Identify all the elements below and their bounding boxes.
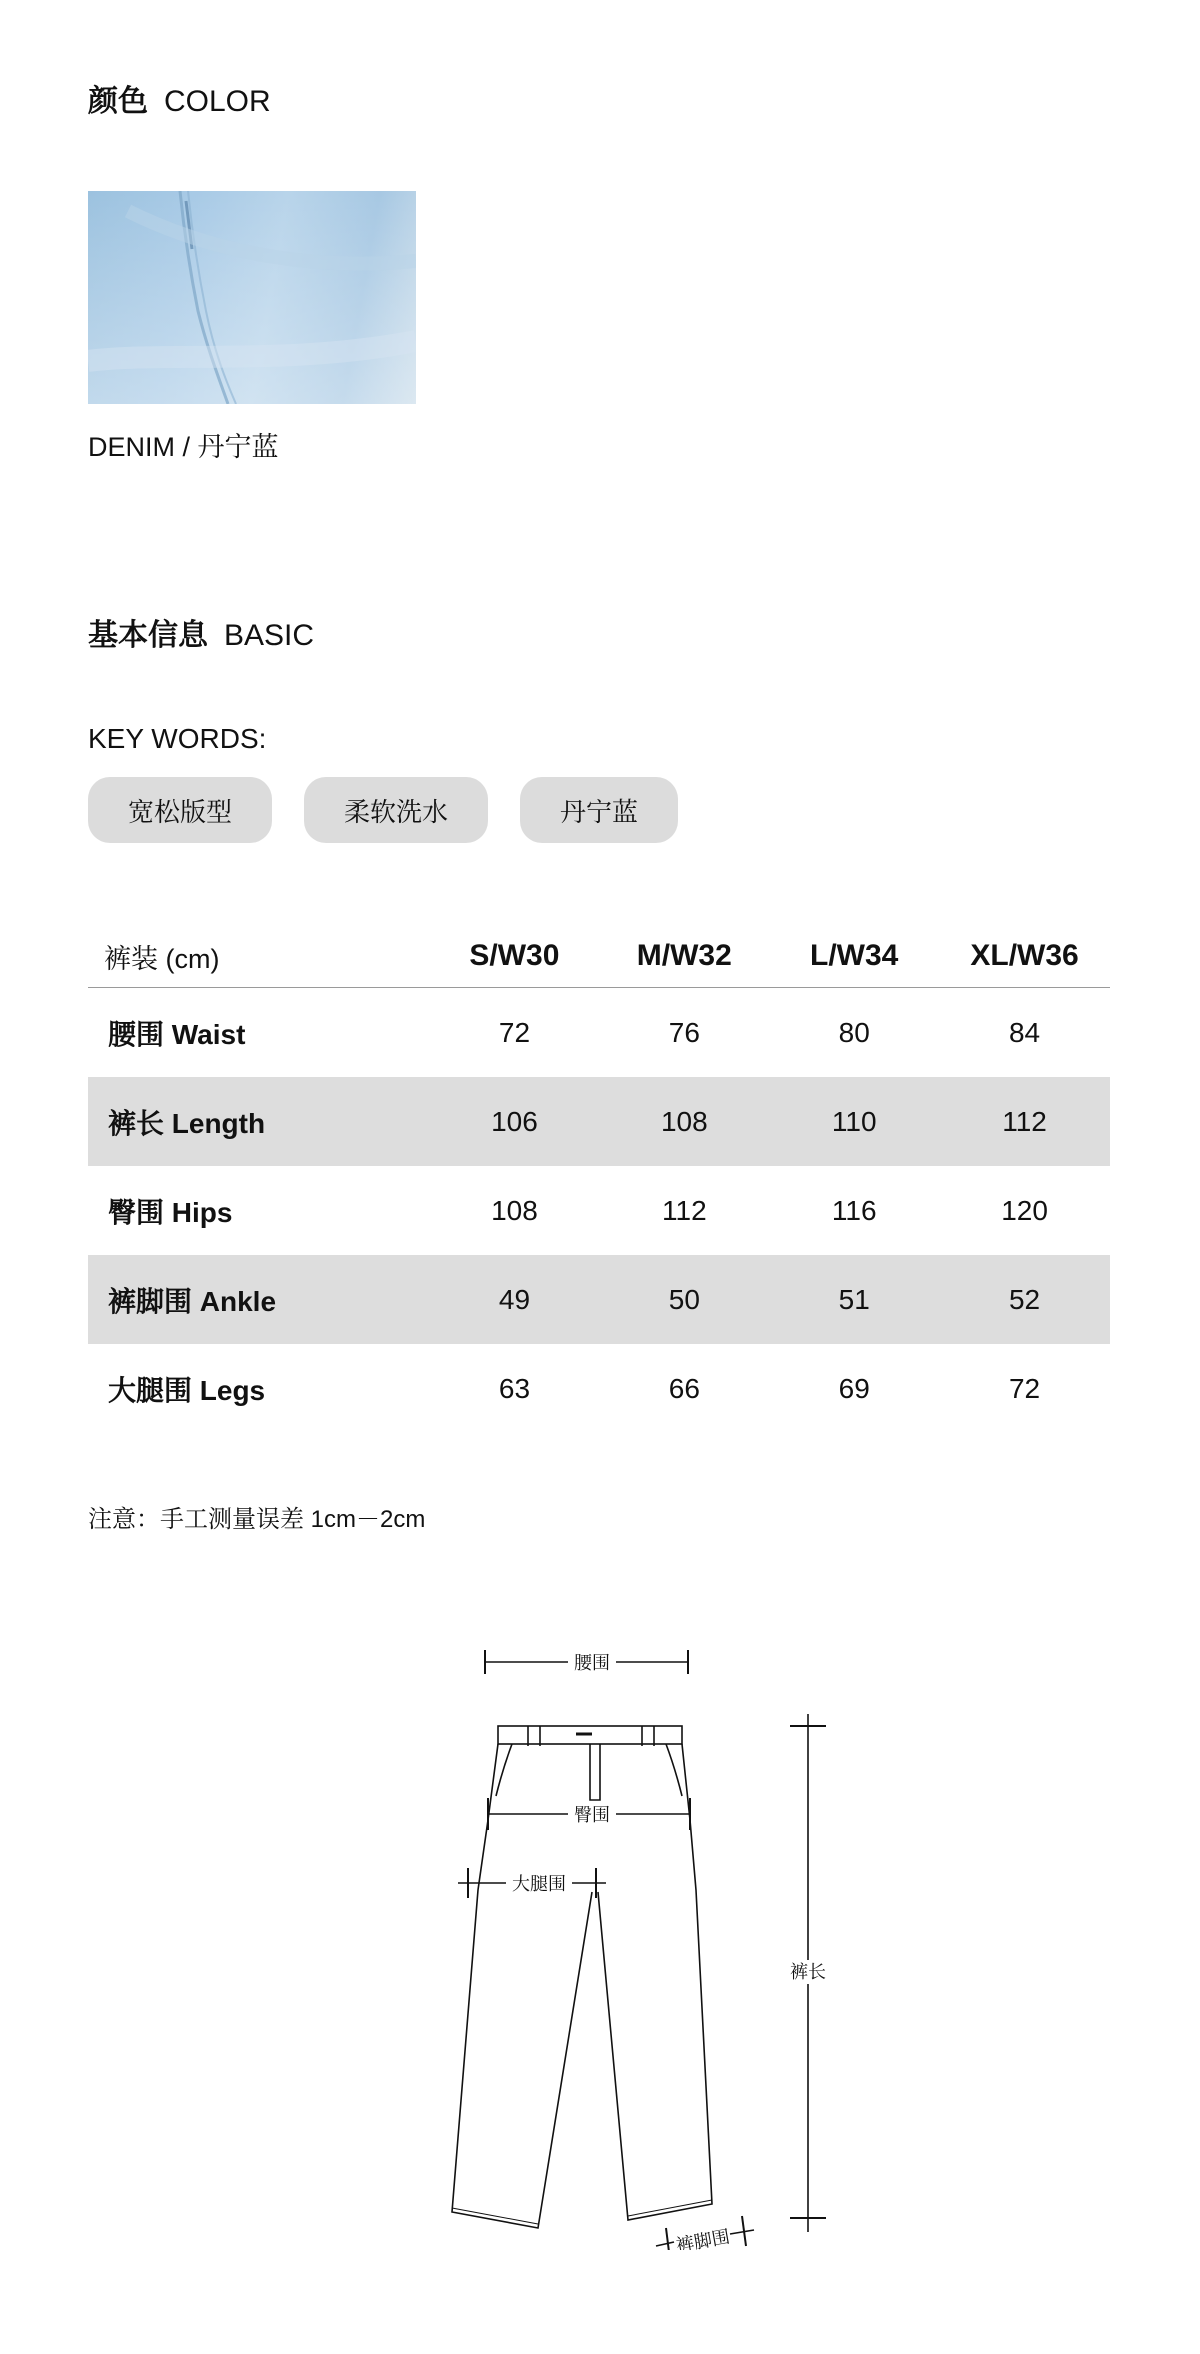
table-cell: 76 xyxy=(668,1016,700,1048)
denim-color-swatch[interactable] xyxy=(88,191,416,404)
table-cell: 52 xyxy=(1008,1283,1041,1315)
size-column-m: M/W32 xyxy=(636,939,732,972)
row-label: 腰围 Waist xyxy=(108,1018,246,1050)
table-cell: 72 xyxy=(1008,1372,1041,1404)
table-cell: 66 xyxy=(668,1372,700,1404)
table-cell: 69 xyxy=(838,1372,870,1404)
table-cell: 120 xyxy=(1001,1194,1048,1226)
basic-title-zh: 基本信息 xyxy=(88,619,208,652)
diagram-thigh-label: 大腿围 xyxy=(512,1874,566,1894)
table-cell: 112 xyxy=(1002,1105,1047,1137)
size-column-l: L/W34 xyxy=(810,939,899,972)
color-section-heading xyxy=(88,76,271,120)
table-row-waist xyxy=(88,988,1110,1077)
table-cell: 110 xyxy=(831,1105,877,1137)
table-cell: 50 xyxy=(668,1283,700,1315)
color-title-en: COLOR xyxy=(164,85,271,118)
diagram-length-label: 裤长 xyxy=(790,1962,826,1982)
size-table-unit-label: 裤装 (cm) xyxy=(104,943,220,974)
table-row-length xyxy=(88,1077,1110,1166)
denim-texture-image xyxy=(88,191,416,404)
table-cell: 72 xyxy=(498,1016,531,1048)
table-cell: 106 xyxy=(491,1105,538,1137)
row-label: 臀围 Hips xyxy=(108,1196,233,1228)
table-cell: 51 xyxy=(838,1283,870,1315)
diagram-waist-label: 腰围 xyxy=(574,1653,610,1673)
size-table xyxy=(88,925,1110,1433)
table-cell: 108 xyxy=(660,1105,708,1137)
color-title-zh: 颜色 xyxy=(88,85,148,118)
table-row-hips xyxy=(88,1166,1110,1255)
keyword-chip-wash[interactable]: 柔软洗水 xyxy=(304,777,488,843)
table-cell: 108 xyxy=(491,1194,538,1226)
table-cell: 63 xyxy=(498,1372,531,1404)
keyword-chip-color[interactable]: 丹宁蓝 xyxy=(520,777,678,843)
row-label: 大腿围 Legs xyxy=(108,1374,266,1406)
keyword-chip-fit[interactable]: 宽松版型 xyxy=(88,777,272,843)
basic-title-en: BASIC xyxy=(224,619,315,652)
pants-measurement-diagram xyxy=(420,1630,840,2250)
row-label: 裤脚围 Ankle xyxy=(108,1285,277,1317)
table-cell: 80 xyxy=(838,1016,870,1048)
keywords-label: KEY WORDS: xyxy=(88,723,267,754)
swatch-caption: DENIM / 丹宁蓝 xyxy=(88,432,279,462)
table-cell: 112 xyxy=(662,1194,707,1226)
diagram-hips-label: 臀围 xyxy=(574,1805,610,1825)
basic-section-heading xyxy=(88,610,314,654)
pants-outline-illustration xyxy=(420,1630,840,2250)
keyword-chips xyxy=(88,777,678,843)
table-cell: 84 xyxy=(1008,1016,1041,1048)
table-cell: 116 xyxy=(831,1194,877,1226)
table-row-legs xyxy=(88,1344,1110,1433)
measurement-note: 注意：手工测量误差 1cm－2cm xyxy=(88,1506,426,1533)
table-row-ankle xyxy=(88,1255,1110,1344)
size-column-xl: XL/W36 xyxy=(970,939,1079,972)
diagram-ankle-label: 裤脚围 xyxy=(674,2226,732,2250)
row-label: 裤长 Length xyxy=(108,1107,266,1139)
size-column-s: S/W30 xyxy=(469,939,560,972)
size-table-header xyxy=(88,925,1110,988)
table-cell: 49 xyxy=(498,1283,531,1315)
